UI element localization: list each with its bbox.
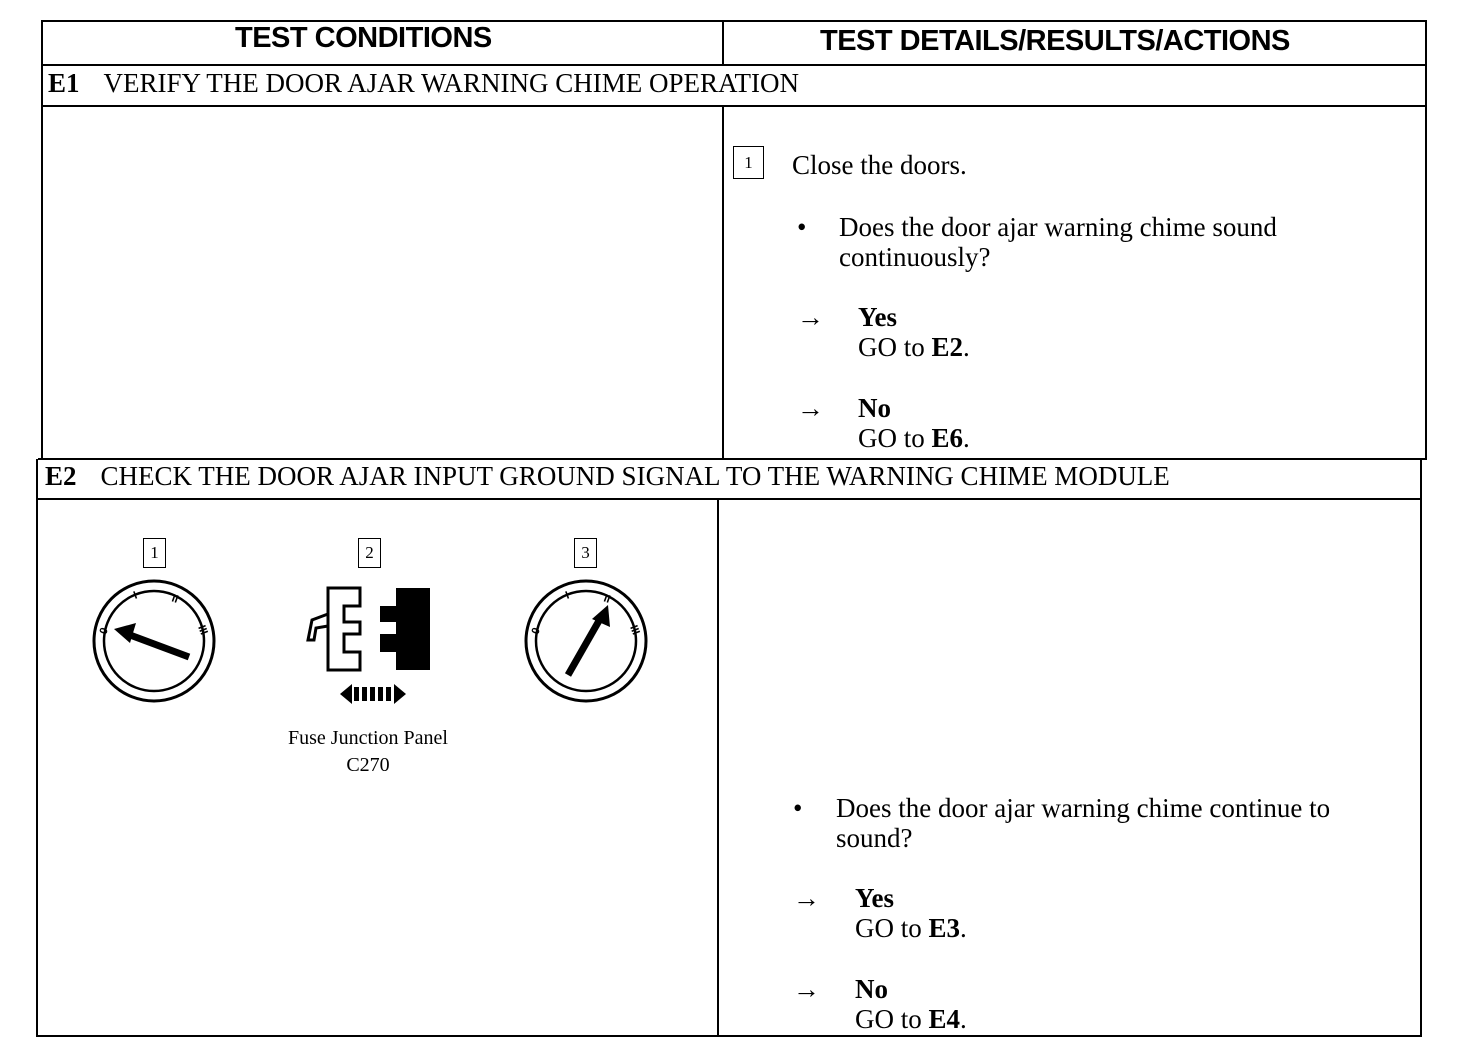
e2-no-action: GO to [855,1004,922,1034]
ignition-label-ii: II [169,592,180,606]
e1-no-suffix: . [963,423,970,453]
e1-no-arrow: → [797,393,824,423]
e2-no-label: No [855,974,888,1004]
test-conditions-header: TEST CONDITIONS [235,22,492,54]
e1-yes-target: E2 [931,332,964,362]
e1-no-outcome [858,393,970,453]
ignition-switch-off-icon [88,575,220,707]
section-e2-title-text: CHECK THE DOOR AJAR INPUT GROUND SIGNAL TO THE WARNING CHIME MODULE [100,461,1170,491]
column-divider-e1 [722,105,724,460]
e2-figure-2-step-box: 2 [358,538,381,568]
connector-caption-line1: Fuse Junction Panel [288,727,448,749]
e2-yes-suffix: . [960,913,967,943]
column-divider-e2 [717,498,719,1037]
test-details-header: TEST DETAILS/RESULTS/ACTIONS [820,25,1290,57]
e1-yes-label: Yes [858,302,897,332]
section-e1-id: E1 [48,68,80,98]
ignition-label-i: I [131,589,139,602]
e1-no-action: GO to [858,423,925,453]
e2-yes-label: Yes [855,883,894,913]
e1-title-divider [41,105,1427,107]
ignition-label-i: I [563,589,571,602]
ignition-label-0: 0 [529,626,543,637]
e2-yes-arrow: → [793,883,820,913]
e1-question: Does the door ajar warning chime sound continuously? [839,212,1277,272]
e2-no-target: E4 [928,1004,961,1034]
e2-yes-target: E3 [928,913,961,943]
table-border-right [1425,20,1427,460]
connector-disconnect-icon [300,584,440,706]
e2-no-suffix: . [960,1004,967,1034]
e2-no-outcome [855,974,967,1034]
table-border-bottom [36,1035,1422,1037]
e2-figure-3-step-box: 3 [574,538,597,568]
ignition-label-ii: II [601,592,612,606]
table-border-right-lower [1420,459,1422,1037]
e1-bullet: • [797,212,807,242]
e1-step-1-text: Close the doors. [792,150,967,180]
e2-no-arrow: → [793,974,820,1004]
e2-question: Does the door ajar warning chime continue to sound? [836,793,1331,853]
section-e2-id: E2 [45,461,77,491]
table-border-left-lower [36,459,38,1037]
ignition-label-iii: III [195,623,210,637]
column-divider-header [722,20,724,66]
ignition-switch-run-icon [520,575,652,707]
section-e2-title [45,461,1170,492]
e2-top-divider [38,458,1427,460]
e2-yes-action: GO to [855,913,922,943]
e2-yes-outcome [855,883,967,943]
e2-title-divider [38,498,1422,500]
header-divider [41,64,1427,66]
e1-yes-suffix: . [963,332,970,362]
e1-yes-action: GO to [858,332,925,362]
section-e1-title-text: VERIFY THE DOOR AJAR WARNING CHIME OPERATION [103,68,800,98]
e1-yes-arrow: → [797,302,824,332]
section-e1-title [48,68,799,99]
ignition-label-0: 0 [97,626,111,637]
e1-no-label: No [858,393,891,423]
connector-caption-line2: C270 [346,754,390,776]
ignition-label-iii: III [627,623,642,637]
e1-yes-outcome [858,302,970,362]
e1-step-1-box: 1 [733,146,764,179]
e1-no-target: E6 [931,423,964,453]
e2-figure-1-step-box: 1 [143,538,166,568]
table-border-left [41,20,43,460]
e2-bullet: • [793,793,803,823]
